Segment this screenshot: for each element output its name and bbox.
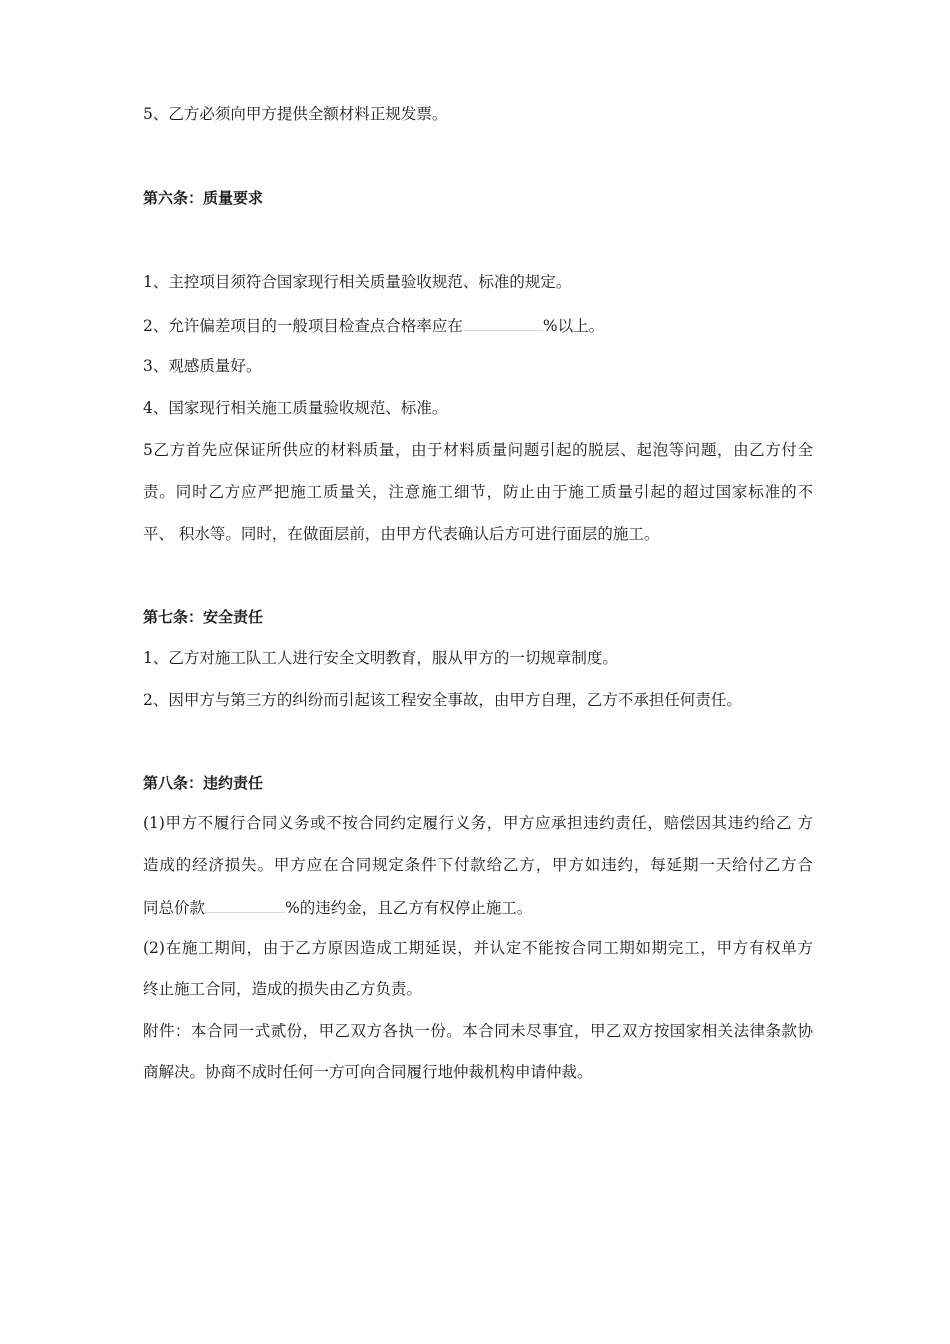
article-6-item-5-line-2: 责。同时乙方应严把施工质量关，注意施工细节，防止由于施工质量引起的超过国家标准的不 bbox=[143, 483, 813, 501]
article-8-para-2-line-2: 终止施工合同，造成的损失由乙方负责。 bbox=[143, 980, 423, 998]
article-8-heading: 第八条：违约责任 bbox=[143, 774, 264, 792]
article-8-para-1-line-3-prefix: 同总价款 bbox=[143, 899, 206, 917]
article-6-item-1: 1、主控项目须符合国家现行相关质量验收规范、标准的规定。 bbox=[143, 273, 572, 291]
article-8-para-1-line-2: 造成的经济损失。甲方应在合同规定条件下付款给乙方，甲方如违约，每延期一天给付乙方合 bbox=[143, 856, 813, 874]
article-8-para-2-line-1: (2)在施工期间，由于乙方原因造成工期延误，并认定不能按合同工期如期完工，甲方有权单方 bbox=[143, 939, 813, 957]
article-7-item-2: 2、因甲方与第三方的纠纷而引起该工程安全事故，由甲方自理，乙方不承担任何责任。 bbox=[143, 691, 742, 709]
article-8-para-1-line-1: (1)甲方不履行合同义务或不按合同约定履行义务，甲方应承担违约责任，赔偿因其违约给乙 方 bbox=[143, 814, 813, 832]
article-6-item-5-line-1: 5乙方首先应保证所供应的材料质量，由于材料质量问题引起的脱层、起泡等问题，由乙方付全 bbox=[143, 441, 813, 459]
article-8-para-1-line-3 bbox=[143, 896, 830, 918]
article-7-item-1: 1、乙方对施工队工人进行安全文明教育，服从甲方的一切规章制度。 bbox=[143, 649, 618, 667]
penalty-rate-blank[interactable] bbox=[205, 896, 285, 913]
clause-5-item-5: 5、乙方必须向甲方提供全额材料正规发票。 bbox=[143, 105, 448, 123]
article-6-item-4: 4、国家现行相关施工质量验收规范、标准。 bbox=[143, 399, 448, 417]
annex-line-2: 商解决。协商不成时任何一方可向合同履行地仲裁机构申请仲裁。 bbox=[143, 1063, 593, 1081]
article-6-item-2-suffix: %以上。 bbox=[542, 317, 605, 335]
article-6-item-2-prefix: 2、允许偏差项目的一般项目检查点合格率应在 bbox=[143, 317, 463, 335]
article-7-heading: 第七条：安全责任 bbox=[143, 608, 264, 626]
annex-line-1: 附件：本合同一式贰份，甲乙双方各执一份。本合同未尽事宜，甲乙双方按国家相关法律条款协 bbox=[143, 1022, 813, 1040]
article-8-para-1-line-3-suffix: %的违约金，且乙方有权停止施工。 bbox=[285, 899, 533, 917]
article-6-heading: 第六条：质量要求 bbox=[143, 189, 264, 207]
article-6-item-3: 3、观感质量好。 bbox=[143, 357, 262, 375]
pass-rate-blank[interactable] bbox=[463, 314, 543, 331]
article-6-item-5-line-3: 平、 积水等。同时，在做面层前，由甲方代表确认后方可进行面层的施工。 bbox=[143, 525, 660, 543]
article-6-item-2 bbox=[143, 314, 830, 336]
